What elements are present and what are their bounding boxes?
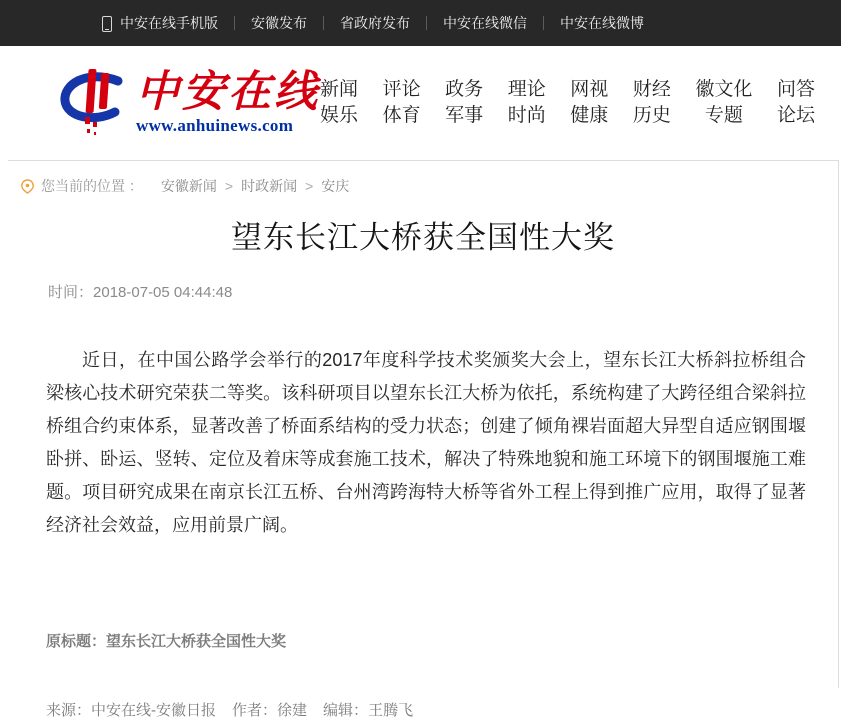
nav-link-military[interactable]: 军事 [445, 105, 484, 126]
breadcrumb-link-politics-news[interactable]: 时政新闻 [241, 178, 298, 194]
topbar-link-gov-release[interactable]: 省政府发布 [340, 15, 410, 31]
breadcrumb [8, 161, 838, 198]
nav-link-special-topic[interactable]: 专题 [704, 105, 743, 126]
author-label: 作者： [232, 702, 278, 719]
breadcrumb-separator: > [224, 178, 234, 194]
nav-link-news[interactable]: 新闻 [320, 79, 359, 100]
topbar-link-mobile-version[interactable]: 中安在线手机版 [120, 15, 218, 31]
nav-link-fashion[interactable]: 时尚 [507, 105, 546, 126]
location-icon [20, 179, 35, 194]
nav-link-entertainment[interactable]: 娱乐 [320, 105, 359, 126]
article-body: 近日，在中国公路学会举行的2017年度科学技术奖颁奖大会上，望东长江大桥斜拉桥组合梁核心技术研究荣获二等奖。该科研项目以望东长江大桥为依托，系统构建了大跨径组合梁斜拉桥组合约束体系，显著改善了桥面系结构的受力状态；创建了倾角裸岩面超大异型自适应钢围堰卧拼、卧运、竖转、定位及着床等成套施工技术，解决了特殊地貌和施工环境下的钢围堰施工难题。项目研究成果在南京长江五桥、台州湾跨海特大桥等省外工程上得到推广应用，取得了显著经济社会效益，应用前景广阔。 [46, 350, 806, 535]
editor-label: 编辑： [323, 702, 369, 719]
nav-link-qa[interactable]: 问答 [776, 79, 815, 100]
breadcrumb-label: 您当前的位置 ： [41, 178, 143, 194]
nav-link-theory[interactable]: 理论 [507, 79, 546, 100]
logo-swoosh-icon [58, 63, 132, 144]
topbar [0, 0, 841, 46]
topbar-separator [426, 16, 427, 30]
site-url: www.anhuinews.com [136, 116, 294, 136]
article-time [48, 281, 838, 302]
editor-value: 王腾飞 [368, 702, 414, 719]
nav-link-webtv[interactable]: 网视 [570, 79, 609, 100]
original-title [46, 630, 838, 651]
nav-link-sports[interactable]: 体育 [382, 105, 421, 126]
nav-link-health[interactable]: 健康 [570, 105, 609, 126]
source-line [46, 699, 838, 720]
breadcrumb-link-anhui-news[interactable]: 安徽新闻 [160, 178, 217, 194]
main-nav [320, 77, 815, 129]
article-container [8, 160, 839, 719]
source-label: 来源： [46, 702, 92, 719]
nav-link-history[interactable]: 历史 [632, 105, 671, 126]
article-title: 望东长江大桥获全国性大奖 [231, 220, 615, 255]
nav-link-finance[interactable]: 财经 [632, 79, 671, 100]
nav-link-government[interactable]: 政务 [445, 79, 484, 100]
site-header [0, 46, 841, 160]
nav-link-comment[interactable]: 评论 [382, 79, 421, 100]
topbar-separator [543, 16, 544, 30]
time-value: 2018-07-05 04:44:48 [93, 284, 233, 301]
topbar-link-weibo[interactable]: 中安在线微博 [560, 15, 644, 31]
topbar-link-wechat[interactable]: 中安在线微信 [443, 15, 527, 31]
site-name: 中安在线 [136, 66, 320, 117]
author-value: 徐建 [277, 702, 308, 719]
topbar-link-anhui-release[interactable]: 安徽发布 [251, 15, 307, 31]
source-value: 中安在线-安徽日报 [91, 702, 217, 719]
topbar-separator [323, 16, 324, 30]
breadcrumb-separator: > [305, 178, 314, 194]
nav-link-hui-culture[interactable]: 徽文化 [695, 79, 753, 100]
original-title-label: 原标题： [46, 633, 107, 650]
topbar-separator [234, 16, 235, 30]
original-title-value: 望东长江大桥获全国性大奖 [106, 633, 287, 650]
phone-icon [102, 16, 112, 32]
time-label: 时间： [48, 284, 94, 301]
breadcrumb-link-anqing[interactable]: 安庆 [321, 178, 350, 194]
site-logo[interactable] [58, 63, 320, 144]
nav-link-forum[interactable]: 论坛 [776, 105, 815, 126]
